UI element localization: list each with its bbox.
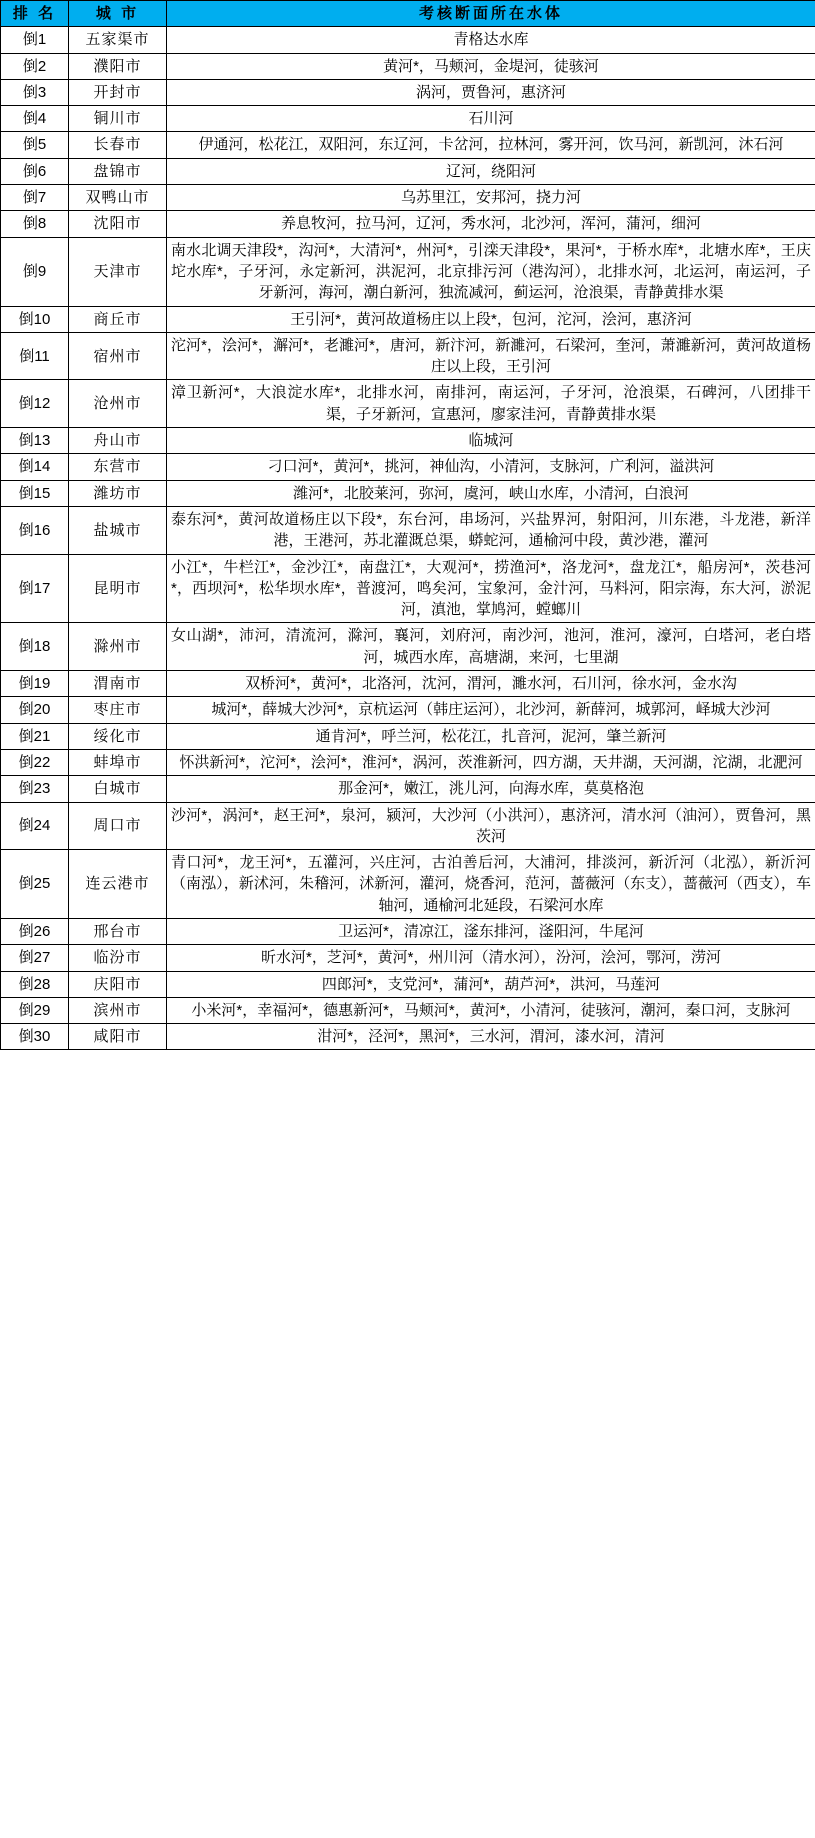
cell-rank: 倒24	[1, 802, 69, 850]
cell-water-bodies: 城河*，薛城大沙河*，京杭运河（韩庄运河），北沙河，新薛河，城郭河，峄城大沙河	[167, 697, 815, 723]
cell-city: 滨州市	[69, 997, 167, 1023]
cell-city: 天津市	[69, 237, 167, 306]
cell-water-bodies: 漳卫新河*，大浪淀水库*，北排水河，南排河，南运河，子牙河，沧浪渠，石碑河，八团排干渠，子牙新河，宣惠河，廖家洼河，青静黄排水渠	[167, 380, 815, 428]
cell-water-bodies: 涡河，贾鲁河，惠济河	[167, 79, 815, 105]
cell-water-bodies: 女山湖*，沛河，清流河，滁河，襄河，刘府河，南沙河，池河，淮河，濠河，白塔河，老白塔河，城西水库，高塘湖，来河，七里湖	[167, 623, 815, 671]
header-row	[1, 1, 815, 27]
cell-water-bodies: 石川河	[167, 106, 815, 132]
table-row	[1, 850, 815, 919]
cell-city: 盐城市	[69, 506, 167, 554]
cell-rank: 倒15	[1, 480, 69, 506]
table-row	[1, 454, 815, 480]
cell-water-bodies: 卫运河*，清凉江，滏东排河，滏阳河，牛尾河	[167, 918, 815, 944]
cell-city: 绥化市	[69, 723, 167, 749]
cell-water-bodies: 潍河*，北胶莱河，弥河，虞河，峡山水库，小清河，白浪河	[167, 480, 815, 506]
cell-city: 盘锦市	[69, 158, 167, 184]
cell-city: 五家渠市	[69, 27, 167, 53]
cell-water-bodies: 南水北调天津段*，沟河*，大清河*，州河*，引滦天津段*，果河*，于桥水库*，北塘水库*，王庆坨水库*，子牙河，永定新河，洪泥河，北京排污河（港沟河），北排水河，北运河，南运河，子牙新河，海河，潮白新河，独流减河，蓟运河，沧浪渠，青静黄排水渠	[167, 237, 815, 306]
cell-city: 濮阳市	[69, 53, 167, 79]
cell-water-bodies: 泔河*，泾河*，黑河*，三水河，渭河，漆水河，清河	[167, 1024, 815, 1050]
cell-city: 沈阳市	[69, 211, 167, 237]
cell-city: 双鸭山市	[69, 185, 167, 211]
cell-rank: 倒8	[1, 211, 69, 237]
cell-water-bodies: 青口河*，龙王河*，五灌河，兴庄河，古泊善后河，大浦河，排淡河，新沂河（北泓），新沂河（南泓），新沭河，朱稽河，沭新河，灌河，烧香河，范河，蔷薇河（东支），蔷薇河（西支），车轴河，通榆河北延段，石梁河水库	[167, 850, 815, 919]
cell-rank: 倒1	[1, 27, 69, 53]
table-row	[1, 802, 815, 850]
cell-water-bodies: 沱河*，浍河*，澥河*，老濉河*，唐河，新汴河，新濉河，石梁河，奎河，萧濉新河，黄河故道杨庄以上段，王引河	[167, 332, 815, 380]
cell-rank: 倒20	[1, 697, 69, 723]
table-row	[1, 211, 815, 237]
table-row	[1, 380, 815, 428]
cell-rank: 倒2	[1, 53, 69, 79]
cell-city: 商丘市	[69, 306, 167, 332]
cell-city: 渭南市	[69, 671, 167, 697]
cell-city: 长春市	[69, 132, 167, 158]
cell-city: 连云港市	[69, 850, 167, 919]
cell-rank: 倒21	[1, 723, 69, 749]
cell-rank: 倒28	[1, 971, 69, 997]
cell-city: 舟山市	[69, 428, 167, 454]
cell-rank: 倒17	[1, 554, 69, 623]
table-row	[1, 237, 815, 306]
cell-rank: 倒4	[1, 106, 69, 132]
table-row	[1, 1024, 815, 1050]
cell-rank: 倒27	[1, 945, 69, 971]
cell-water-bodies: 沙河*，涡河*，赵王河*，泉河，颍河，大沙河（小洪河），惠济河，清水河（油河），贾鲁河，黑茨河	[167, 802, 815, 850]
table-row	[1, 480, 815, 506]
cell-city: 临汾市	[69, 945, 167, 971]
cell-water-bodies: 辽河，绕阳河	[167, 158, 815, 184]
cell-rank: 倒19	[1, 671, 69, 697]
table-row	[1, 185, 815, 211]
cell-rank: 倒10	[1, 306, 69, 332]
table-row	[1, 158, 815, 184]
table-row	[1, 79, 815, 105]
table-body	[1, 27, 815, 1050]
cell-water-bodies: 伊通河，松花江，双阳河，东辽河，卡岔河，拉林河，雾开河，饮马河，新凯河，沐石河	[167, 132, 815, 158]
cell-rank: 倒25	[1, 850, 69, 919]
cell-city: 沧州市	[69, 380, 167, 428]
column-header-city: 城 市	[69, 1, 167, 27]
table-row	[1, 306, 815, 332]
cell-rank: 倒3	[1, 79, 69, 105]
cell-city: 白城市	[69, 776, 167, 802]
cell-rank: 倒29	[1, 997, 69, 1023]
cell-city: 东营市	[69, 454, 167, 480]
cell-water-bodies: 那金河*，嫩江，洮儿河，向海水库，莫莫格泡	[167, 776, 815, 802]
cell-city: 蚌埠市	[69, 749, 167, 775]
cell-rank: 倒13	[1, 428, 69, 454]
cell-water-bodies: 怀洪新河*，沱河*，浍河*，淮河*，涡河，茨淮新河，四方湖，天井湖，天河湖，沱湖，北淝河	[167, 749, 815, 775]
cell-city: 宿州市	[69, 332, 167, 380]
cell-city: 潍坊市	[69, 480, 167, 506]
cell-rank: 倒22	[1, 749, 69, 775]
table-row	[1, 428, 815, 454]
table-row	[1, 623, 815, 671]
cell-city: 枣庄市	[69, 697, 167, 723]
cell-rank: 倒14	[1, 454, 69, 480]
table-row	[1, 971, 815, 997]
cell-rank: 倒12	[1, 380, 69, 428]
cell-city: 庆阳市	[69, 971, 167, 997]
cell-rank: 倒5	[1, 132, 69, 158]
cell-rank: 倒26	[1, 918, 69, 944]
cell-water-bodies: 青格达水库	[167, 27, 815, 53]
table-row	[1, 776, 815, 802]
cell-city: 开封市	[69, 79, 167, 105]
table-row	[1, 671, 815, 697]
table-row	[1, 132, 815, 158]
cell-rank: 倒11	[1, 332, 69, 380]
table-row	[1, 53, 815, 79]
table-row	[1, 697, 815, 723]
table-row	[1, 749, 815, 775]
cell-water-bodies: 临城河	[167, 428, 815, 454]
cell-city: 昆明市	[69, 554, 167, 623]
table-row	[1, 997, 815, 1023]
table-row	[1, 332, 815, 380]
cell-water-bodies: 小江*，牛栏江*，金沙江*，南盘江*，大观河*，捞渔河*，洛龙河*，盘龙江*，船房河*，茨巷河*，西坝河*，松华坝水库*，普渡河，鸣矣河，宝象河，金汁河，马料河，阳宗海，东大河，淤泥河，滇池，掌鸠河，螳螂川	[167, 554, 815, 623]
cell-city: 周口市	[69, 802, 167, 850]
cell-water-bodies: 刁口河*，黄河*，挑河，神仙沟，小清河，支脉河，广利河，溢洪河	[167, 454, 815, 480]
table-row	[1, 554, 815, 623]
cell-water-bodies: 四郎河*，支党河*，蒲河*，葫芦河*，洪河，马莲河	[167, 971, 815, 997]
cell-rank: 倒30	[1, 1024, 69, 1050]
cell-rank: 倒6	[1, 158, 69, 184]
cell-city: 咸阳市	[69, 1024, 167, 1050]
cell-water-bodies: 王引河*，黄河故道杨庄以上段*，包河，沱河，浍河，惠济河	[167, 306, 815, 332]
cell-rank: 倒18	[1, 623, 69, 671]
cell-water-bodies: 双桥河*，黄河*，北洛河，沈河，渭河，濉水河，石川河，徐水河，金水沟	[167, 671, 815, 697]
table-row	[1, 723, 815, 749]
cell-water-bodies: 小米河*，幸福河*，德惠新河*，马颊河*，黄河*，小清河，徒骇河，潮河，秦口河，支脉河	[167, 997, 815, 1023]
table-header	[1, 1, 815, 27]
cell-rank: 倒16	[1, 506, 69, 554]
cell-water-bodies: 昕水河*，芝河*，黄河*，州川河（清水河），汾河，浍河，鄂河，涝河	[167, 945, 815, 971]
cell-rank: 倒9	[1, 237, 69, 306]
cell-water-bodies: 养息牧河，拉马河，辽河，秀水河，北沙河，浑河，蒲河，细河	[167, 211, 815, 237]
cell-water-bodies: 通肯河*，呼兰河，松花江，扎音河，泥河，肇兰新河	[167, 723, 815, 749]
cell-city: 铜川市	[69, 106, 167, 132]
cell-rank: 倒7	[1, 185, 69, 211]
cell-water-bodies: 黄河*，马颊河，金堤河，徒骇河	[167, 53, 815, 79]
cell-water-bodies: 乌苏里江，安邦河，挠力河	[167, 185, 815, 211]
cell-city: 邢台市	[69, 918, 167, 944]
column-header-rank: 排 名	[1, 1, 69, 27]
cell-water-bodies: 泰东河*，黄河故道杨庄以下段*，东台河，串场河，兴盐界河，射阳河，川东港，斗龙港，新洋港，王港河，苏北灌溉总渠，蟒蛇河，通榆河中段，黄沙港，灌河	[167, 506, 815, 554]
table-row	[1, 506, 815, 554]
table-row	[1, 27, 815, 53]
cell-city: 滁州市	[69, 623, 167, 671]
column-header-water: 考核断面所在水体	[167, 1, 815, 27]
cell-rank: 倒23	[1, 776, 69, 802]
table-row	[1, 945, 815, 971]
table-row	[1, 106, 815, 132]
table-row	[1, 918, 815, 944]
